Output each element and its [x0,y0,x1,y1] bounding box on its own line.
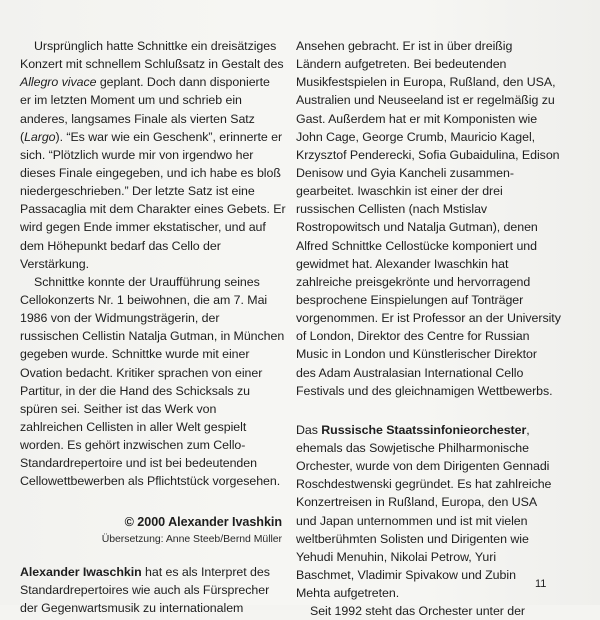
text-fragment: ). “Es war wie ein Geschenk”, erinnerte er [55,129,283,144]
text-fragment: geplant. Doch dann disponierte [96,75,270,90]
spacer [20,491,282,509]
text-line: Ländern aufgetreten. Bei bedeutenden [296,57,507,72]
spacer [296,400,566,421]
text-line: Gast. Außerdem hat er mit Komponisten wie [296,111,538,126]
italic-term-allegro-vivace: Allegro vivace [20,75,97,90]
text-line: 1986 von der Widmungsträgerin, der [20,311,220,326]
bold-name-orchestra: Russische Staatssinfonieorchester [321,422,527,437]
text-line: Music in London und Künstlerischer Direktor [296,347,537,362]
italic-term-largo: Largo [24,129,56,144]
text-line [20,563,282,581]
text-line: russischen Cellistin Natalja Gutman, in München [20,329,285,344]
text-line: ehemals das Sowjetische Philharmonische [296,440,529,455]
text-line: sich. “Plötzlich wurde mir von irgendwo her [20,147,254,162]
text-line: worden. Es gehört inzwischen zum Cello- [20,438,246,453]
text-line: Passacaglia mit dem Charakter eines Gebets. Er [20,202,286,217]
text-line: Schnittke konnte der Uraufführung seines [34,274,260,289]
text-line: Konzert mit schnellem Schlußsatz in Gestalt des [20,57,284,72]
text-line: Cellowettbewerben als Pflichtstück vorgesehen. [20,474,281,489]
text-line: gewidmet hat. Alexander Iwaschkin hat [296,256,509,271]
paragraph-premiere [20,273,285,491]
text-line: besprochene Einspielungen auf Tonträger [296,292,524,307]
right-column [296,37,566,620]
text-line: Festivals und des gleichnamigen Wettbewerbs. [296,383,553,398]
text-line: Standardrepertoires wie auch als Fürsprecher [20,582,270,597]
text-line: Ursprünglich hatte Schnittke ein dreisätziges [34,39,277,53]
page-number: 11 [535,578,547,590]
text-line: weltberühmten Solisten und Dirigenten wie [296,531,529,546]
text-line [296,421,566,439]
text-line: anderes, langsames Finale als vierten Satz [20,111,255,126]
paragraph-orchestra [296,421,566,602]
text-line: Mehta aufgetreten. [296,586,400,601]
text-line: Krzysztof Penderecki, Sofia Gubaidulina, Edison [296,147,560,162]
paragraph-original-concept [20,37,286,273]
text-line: Denisow und Gyia Kancheli zusammen- [296,165,514,180]
text-line: Standardrepertoire und ist bei bedeutenden [20,456,257,471]
text-line: Musikfestspielen in Europa, Rußland, den USA, [296,75,556,90]
text-line: John Cage, George Crumb, Mauricio Kagel, [296,129,536,144]
text-fragment: Das [296,422,322,437]
text-line: Australien und Neuseeland ist er regelmäßig zu [296,93,555,108]
text-line: und Japan unternommen und ist mit vielen [296,513,528,528]
text-line: gearbeitet. Iwaschkin ist einer der drei [296,184,503,199]
text-fragment: , [526,422,530,437]
text-line: russischen Cellisten (nach Mstislav [296,202,488,217]
text-line: spüren sei. Seither ist das Werk von [20,401,217,416]
text-line: der Gegenwartsmusik zu internationalem [20,600,244,615]
text-line: of London, Direktor des Centre for Russian [296,329,530,344]
bold-name-iwaschkin: Alexander Iwaschkin [20,564,142,579]
text-line: wird gegen Ende immer ekstatischer, und auf [20,220,266,235]
text-line [20,128,282,146]
text-line: Ovation bedacht. Kritiker sprachen von einer [20,365,263,380]
copyright-notice: © 2000 Alexander Ivashkin [124,514,282,529]
text-line: Cellokonzerts Nr. 1 beiwohnen, die am 7. Mai [20,292,268,307]
text-line: Seit 1992 steht das Orchester unter der [310,604,526,619]
spacer [20,547,282,563]
paragraph-iwaschkin-bio-continued [296,37,566,400]
text-line: gegeben wurde. Schnittke wurde mit einer [20,347,250,362]
text-fragment: ( [20,129,25,144]
translation-credit: Übersetzung: Anne Steeb/Bernd Müller [101,532,282,545]
text-line: Verstärkung. [20,256,89,271]
text-line: Orchester, wurde von dem Dirigenten Gennadi [296,459,550,474]
text-line: niedergeschrieben.” Der letzte Satz ist eine [20,184,255,199]
text-line: Konzertreisen in Rußland, Europa, den USA [296,495,538,510]
text-line: Roschdestwenski gegründet. Es hat zahlreiche [296,477,552,492]
text-line [20,73,282,91]
text-line: zahlreiche preisgekrönte und hervorragend [296,274,531,289]
text-line: Ansehen gebracht. Er ist in über dreißig [296,39,513,53]
text-line: Alfred Schnittke Cellostücke komponiert und [296,238,537,253]
paragraph-iwaschkin-bio [20,563,282,617]
text-line: zahlreichen Cellisten in aller Welt gespielt [20,419,247,434]
text-line: Partitur, in der die Hand des Schicksals zu [20,383,250,398]
text-line: Rostropowitsch und Natalja Gutman), denen [296,220,538,235]
text-line: vorgenommen. Er ist Professor an der University [296,311,561,326]
text-line: Baschmet, Vladimir Spivakow und Zubin [296,567,516,582]
text-line: Yehudi Menuhin, Nikolai Petrow, Yuri [296,549,497,564]
text-fragment: hat es als Interpret des [141,564,270,579]
text-line: er im letzten Moment um und schrieb ein [20,93,242,108]
text-line: dem Höhepunkt bedarf das Cello der [20,238,221,253]
left-column [20,37,286,617]
text-line: dieses Finale eingegeben, und ich habe es bloß [20,165,281,180]
text-line: des Adam Australasian International Cello [296,365,524,380]
